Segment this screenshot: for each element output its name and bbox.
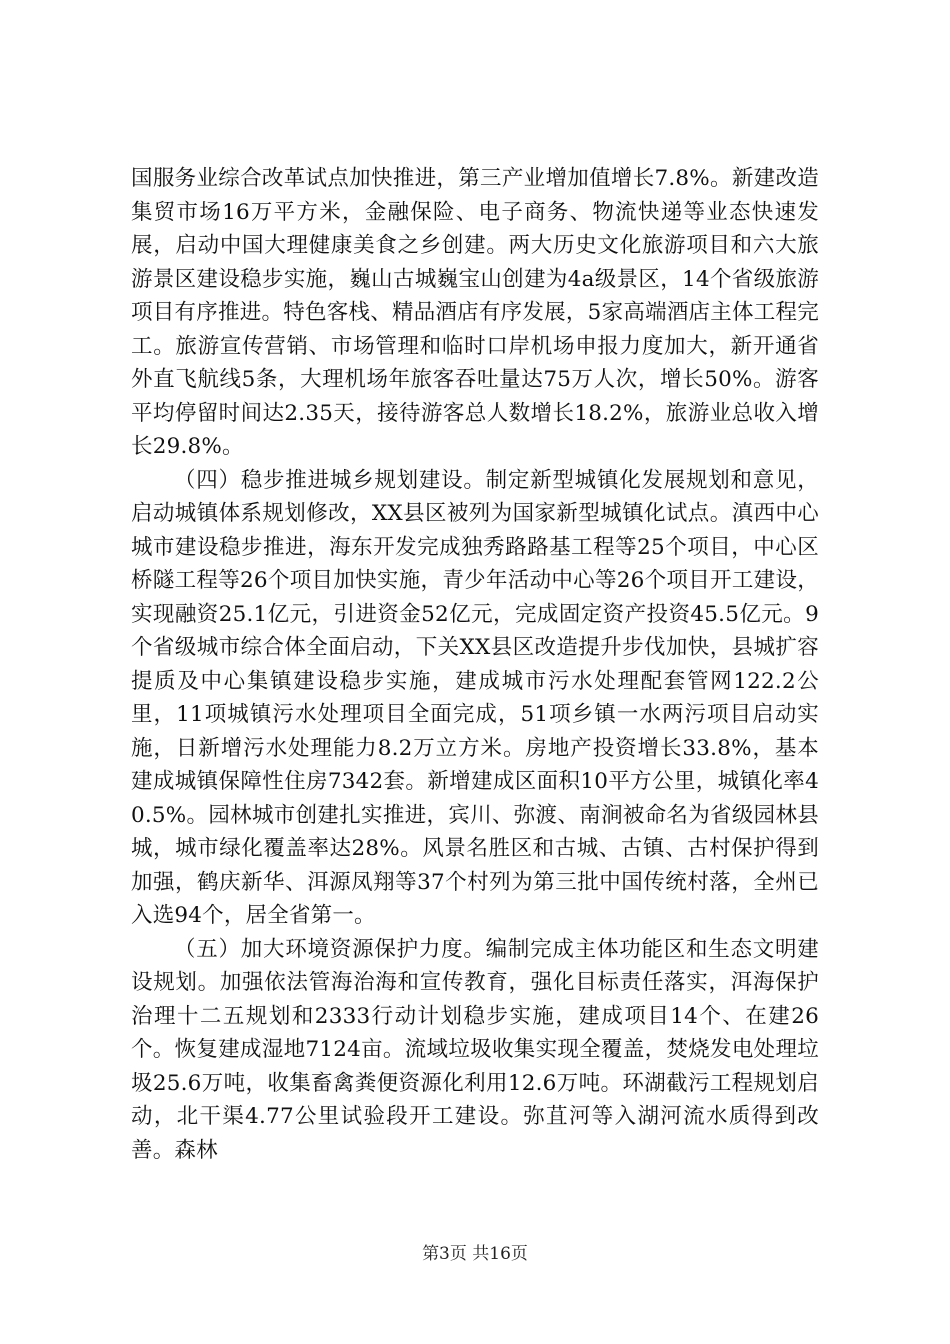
paragraph-environment-protection: （五）加大环境资源保护力度。编制完成主体功能区和生态文明建设规划。加强依法管海治海和宣传教育，强化目标责任落实，洱海保护治理十二五规划和2333行动计划稳步实施，建成项目14个、在建26个。恢复建成湿地7124亩。流域垃圾收集实现全覆盖，焚烧发电处理垃圾25.6万吨，收集畜禽粪便资源化利用12.6万吨。环湖截污工程规划启动，北干渠4.77公里试验段开工建设。弥苴河等入湖河流水质得到改善。森林 <box>131 936 819 1163</box>
paragraph-urban-planning: （四）稳步推进城乡规划建设。制定新型城镇化发展规划和意见，启动城镇体系规划修改，XX县区被列为国家新型城镇化试点。滇西中心城市建设稳步推进，海东开发完成独秀路路基工程等25个项目，中心区桥隧工程等26个项目加快实施，青少年活动中心等26个项目开工建设，实现融资25.1亿元，引进资金52亿元，完成固定资产投资45.5亿元。9个省级城市综合体全面启动，下关XX县区改造提升步伐加快，县城扩容提质及中心集镇建设稳步实施，建成城市污水处理配套管网122.2公里，11项城镇污水处理项目全面完成，51项乡镇一水两污项目启动实施，日新增污水处理能力8.2万立方米。房地产投资增长33.8%，基本建成城镇保障性住房7342套。新增建成区面积10平方公里，城镇化率40.5%。园林城市创建扎实推进，宾川、弥渡、南涧被命名为省级园林县城，城市绿化覆盖率达28%。风景名胜区和古城、古镇、古村保护得到加强，鹤庆新华、洱源凤翔等37个村列为第三批中国传统村落，全州已入选94个，居全省第一。 <box>131 467 819 928</box>
page-number-footer: 第3页 共16页 <box>422 1244 528 1264</box>
document-body <box>131 162 819 1167</box>
paragraph-services-tourism: 国服务业综合改革试点加快推进，第三产业增加值增长7.8%。新建改造集贸市场16万平方米，金融保险、电子商务、物流快递等业态快速发展，启动中国大理健康美食之乡创建。两大历史文化旅游项目和六大旅游景区建设稳步实施，巍山古城巍宝山创建为4a级景区，14个省级旅游项目有序推进。特色客栈、精品酒店有序发展，5家高端酒店主体工程完工。旅游宣传营销、市场管理和临时口岸机场申报力度加大，新开通省外直飞航线5条，大理机场年旅客吞吐量达75万人次，增长50%。游客平均停留时间达2.35天，接待游客总人数增长18.2%，旅游业总收入增长29.8%。 <box>131 166 819 459</box>
